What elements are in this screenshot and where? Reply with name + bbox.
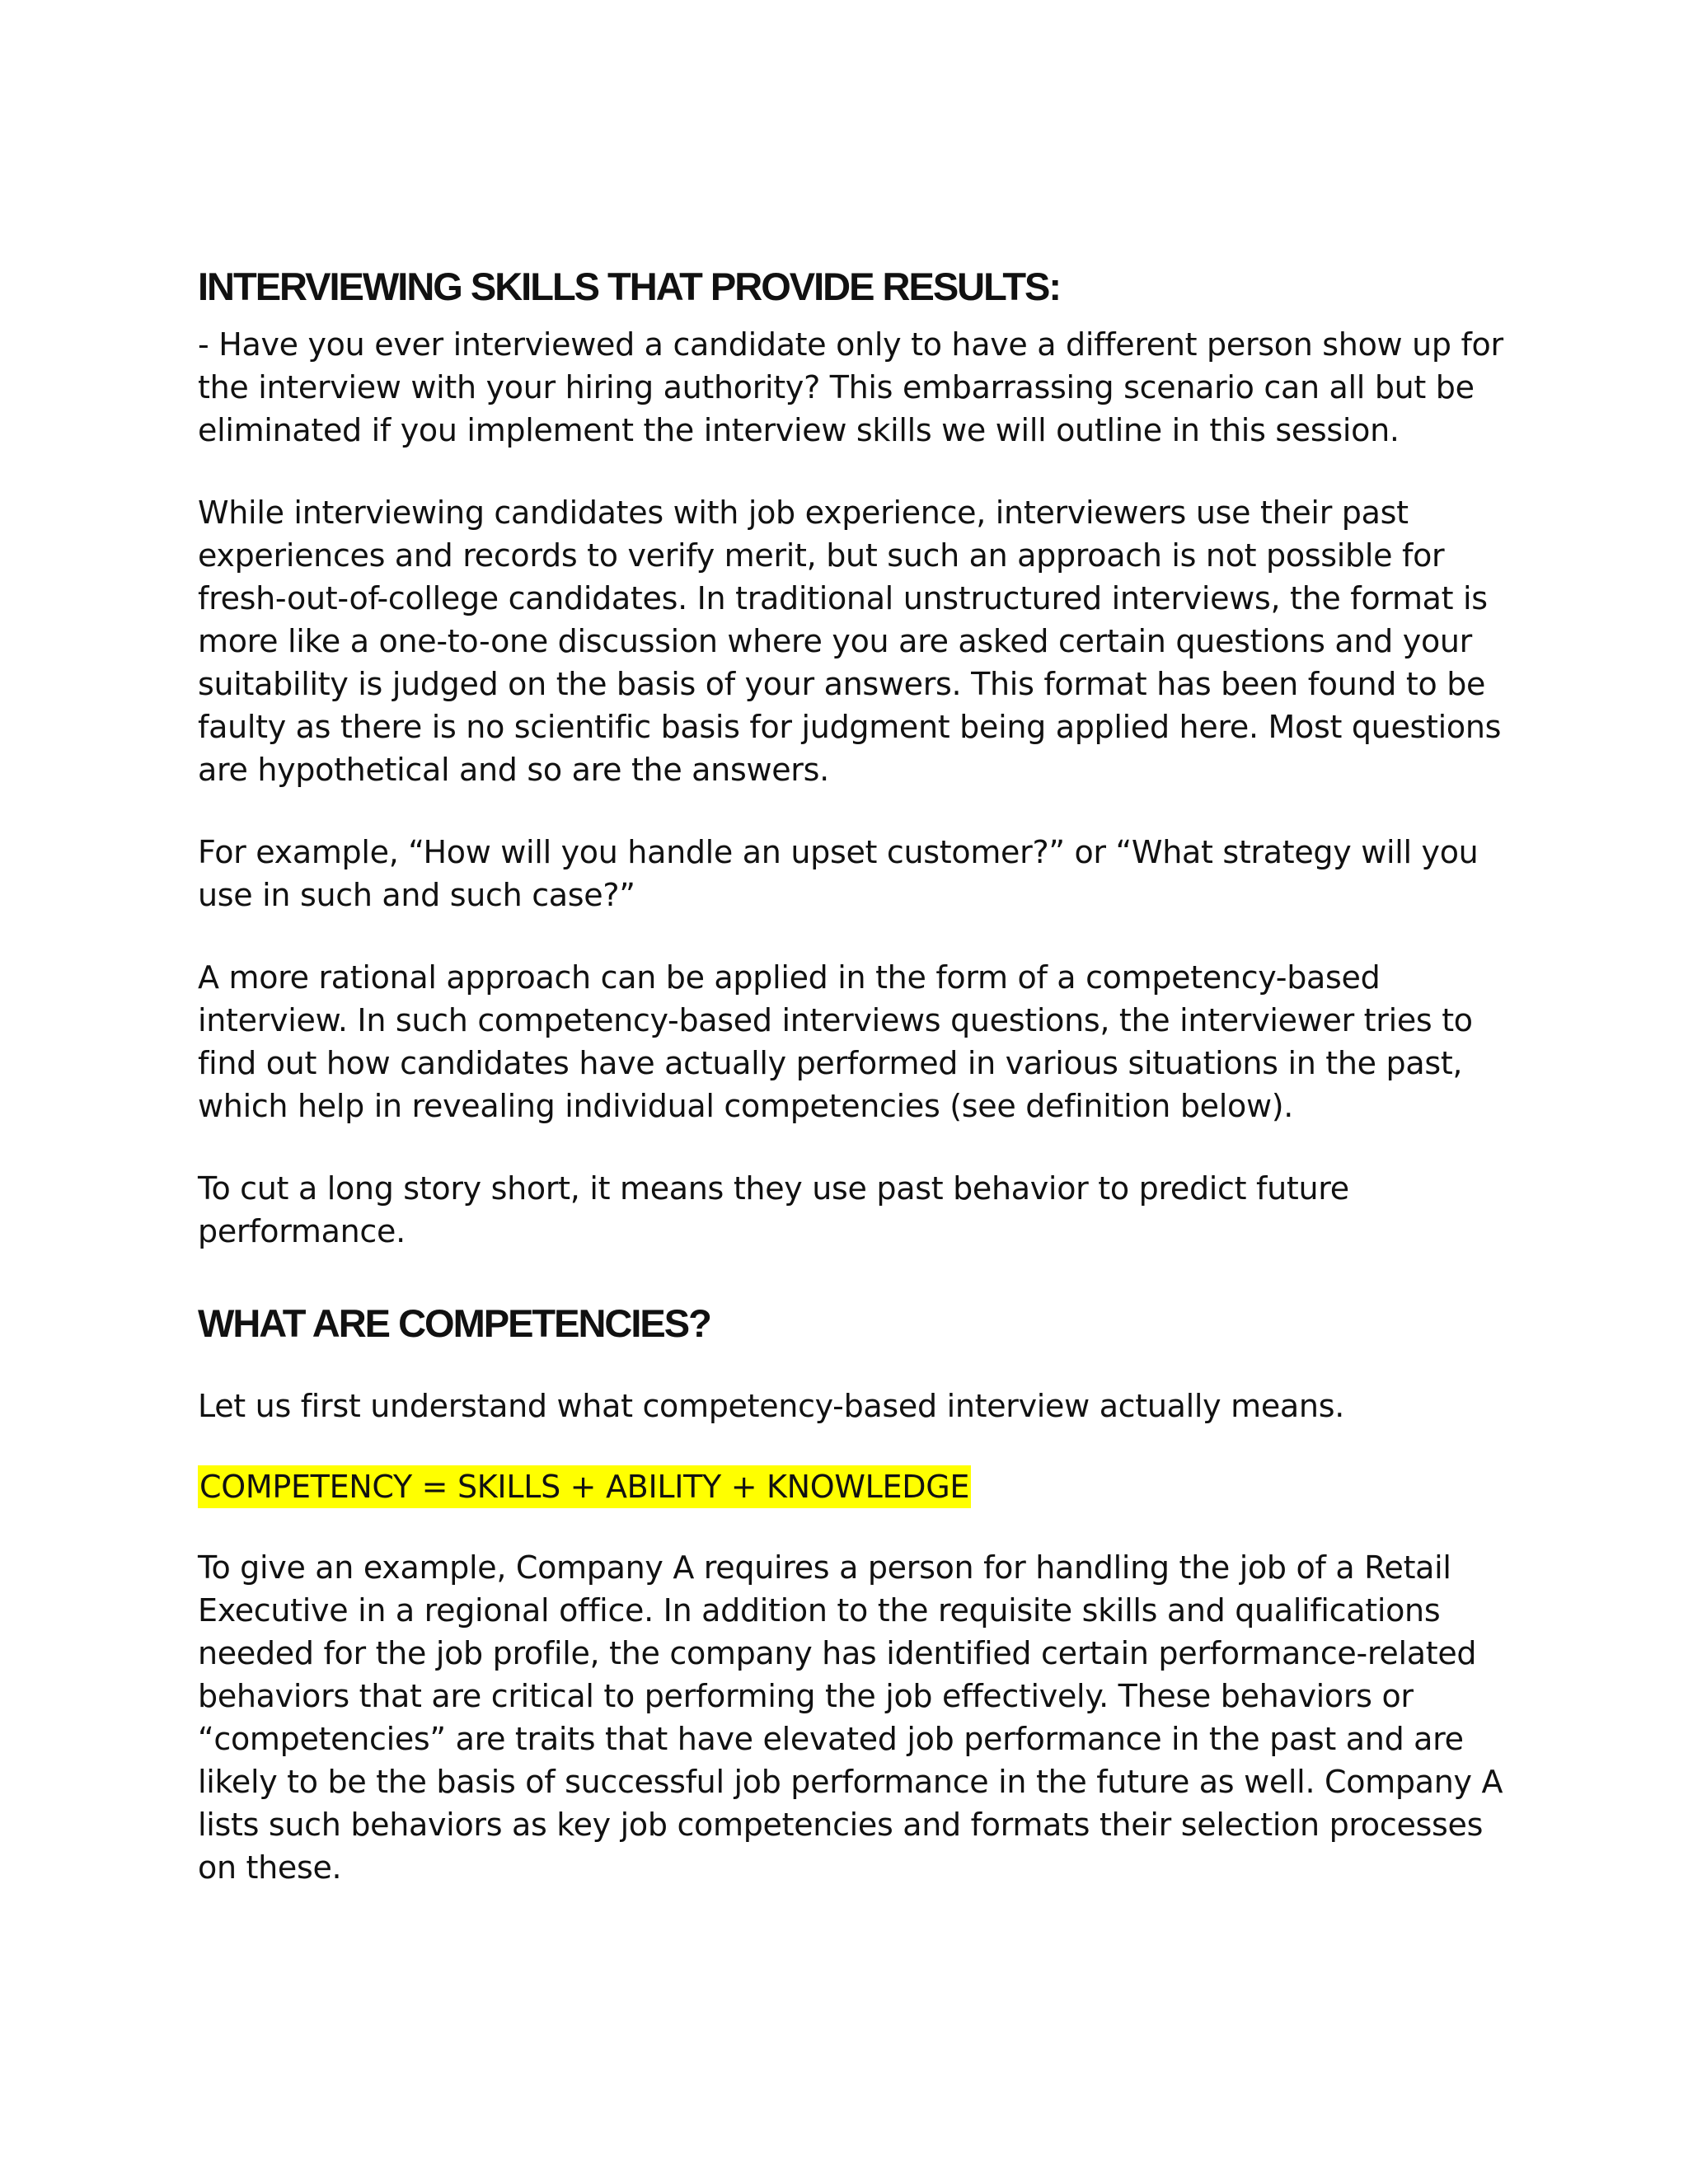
section-heading-interviewing-skills: INTERVIEWING SKILLS THAT PROVIDE RESULTS:	[198, 265, 1061, 308]
document-page	[198, 262, 1517, 1889]
formula-line	[198, 1465, 1517, 1508]
section-heading-competencies: WHAT ARE COMPETENCIES?	[198, 1301, 710, 1345]
intro-paragraph: - Have you ever interviewed a candidate only to have a different person show up for the interview with your hiring authority? This embarrassing scenario can all but be eliminated if you implement the interview skills we will outline in this session.	[198, 326, 1503, 448]
paragraph-understand: Let us first understand what competency-based interview actually means.	[198, 1388, 1344, 1424]
paragraph-competency-approach: A more rational approach can be applied in the form of a competency-based interview. In such competency-based interviews questions, the interviewer tries to find out how candidates have actually performed in various situations in the past, which help in revealing individual competencies (see definition below).	[198, 959, 1473, 1124]
paragraph-summary: To cut a long story short, it means they use past behavior to predict future performance.	[198, 1170, 1349, 1249]
paragraph-example-questions: For example, “How will you handle an upset customer?” or “What strategy will you use in such and such case?”	[198, 834, 1479, 913]
paragraph-unstructured-interviews: While interviewing candidates with job experience, interviewers use their past experiences and records to verify merit, but such an approach is not possible for fresh-out-of-college candidates. In traditional unstructured interviews, the format is more like a one-to-one discussion where you are asked certain questions and your suitability is judged on the basis of your answers. This format has been found to be faulty as there is no scientific basis for judgment being applied here. Most questions are hypothetical and so are the answers.	[198, 494, 1502, 788]
paragraph-company-example: To give an example, Company A requires a person for handling the job of a Retail Executive in a regional office. In addition to the requisite skills and qualifications needed for the job profile, the company has identified certain performance-related behaviors that are critical to performing the job effectively. These behaviors or “competencies” are traits that have elevated job performance in the past and are likely to be the basis of successful job performance in the future as well. Company A lists such behaviors as key job competencies and formats their selection processes on these.	[198, 1549, 1503, 1886]
highlighted-formula: COMPETENCY = SKILLS + ABILITY + KNOWLEDGE	[198, 1465, 971, 1508]
